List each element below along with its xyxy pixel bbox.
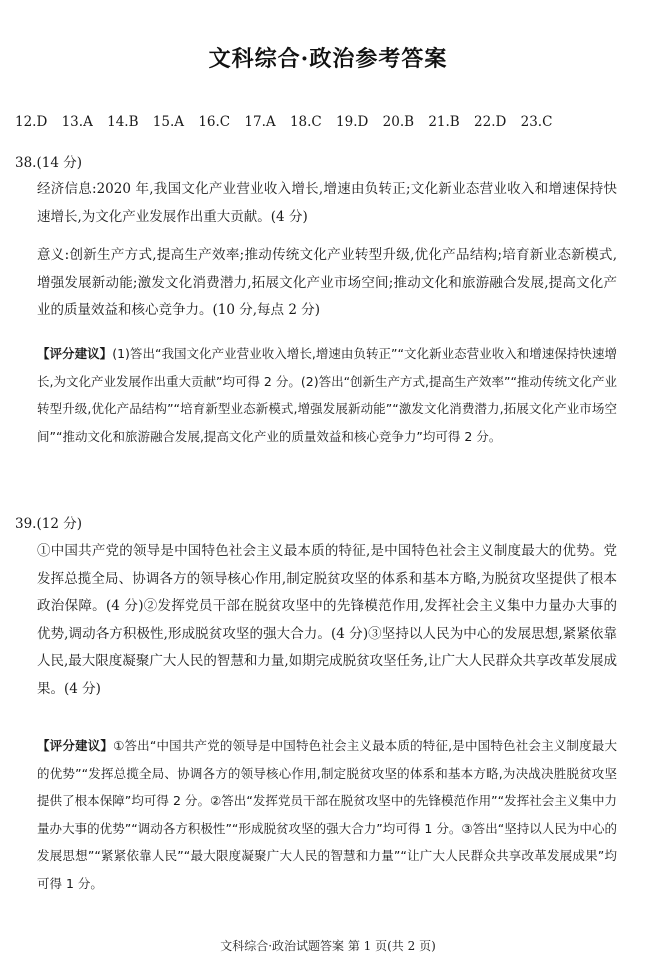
q39-heading: 39.(12 分) <box>15 516 82 532</box>
choice-answer: 23.C <box>520 114 553 130</box>
choice-answer: 22.D <box>474 114 507 130</box>
q39-answer: ①中国共产党的领导是中国特色社会主义最本质的特征,是中国特色社会主义制度最大的优势。党发挥总揽全局、协调各方的领导核心作用,制定脱贫攻坚的体系和基本方略,为脱贫攻坚提供了根本政治保障。(4 分)②发挥党员干部在脱贫攻坚中的先锋模范作用,发挥社会主义集中力量办大事的优势,调动各方积极性,形成脱贫攻坚的强大合力。(4 分)③坚持以人民为中心的发展思想,紧紧依靠人民,最大限度凝聚广大人民的智慧和力量,如期完成脱贫攻坚任务,让广大人民群众共享改革发展成果。(4 分) <box>37 543 617 697</box>
q38-scoring-note <box>37 340 617 450</box>
choice-answer: 12.D <box>15 114 48 130</box>
choice-answer: 19.D <box>336 114 369 130</box>
scoring-note-text: ①答出“中国共产党的领导是中国特色社会主义最本质的特征,是中国特色社会主义制度最大的优势”“发挥总揽全局、协调各方的领导核心作用,制定脱贫攻坚的体系和基本方略,为决战决胜脱贫攻坚提供了根本保障”均可得 2 分。②答出“发挥党员干部在脱贫攻坚中的先锋模范作用”“发挥社会主义集中力量办大事的优势”“调动各方积极性”“形成脱贫攻坚的强大合力”均可得 1 分。③答出“坚持以人民为中心的发展思想”“紧紧依靠人民”“最大限度凝聚广大人民的智慧和力量”“让广大人民群众共享改革发展成果”均可得 1 分。 <box>37 738 617 891</box>
q38-economic-info: 经济信息:2020 年,我国文化产业营业收入增长,增速由负转正;文化新业态营业收入和增速保持快速增长,为文化产业发展作出重大贡献。(4 分) <box>37 181 617 225</box>
scoring-note-text: (1)答出“我国文化产业营业收入增长,增速由负转正”“文化新业态营业收入和增速保持快速增长,为文化产业发展作出重大贡献”均可得 2 分。(2)答出“创新生产方式,提高生产效率”“推动传统文化产业转型升级,优化产品结构”“培育新型业态新模式,增强发展新动能”“激发文化消费潜力,拓展文化产业市场空间”“推动文化和旅游融合发展,提高文化产业的质量效益和核心竞争力”均可得 2 分。 <box>37 346 617 444</box>
choice-answer: 18.C <box>289 114 322 130</box>
scoring-note-label: 【评分建议】 <box>37 738 114 753</box>
choice-answer: 13.A <box>61 114 93 130</box>
choice-answer: 20.B <box>382 114 415 130</box>
page-footer: 文科综合·政治试题答案 第 1 页(共 2 页) <box>220 939 436 953</box>
scoring-note-label: 【评分建议】 <box>37 346 113 361</box>
q39-scoring-note <box>37 732 617 897</box>
q38-significance: 意义:创新生产方式,提高生产效率;推动传统文化产业转型升级,优化产品结构;培育新业态新模式,增强发展新动能;激发文化消费潜力,拓展文化产业市场空间;推动文化和旅游融合发展,提高文化产业的质量效益和核心竞争力。(10 分,每点 2 分) <box>37 247 617 318</box>
choice-answer: 14.B <box>107 114 139 130</box>
choice-answer: 16.C <box>198 114 231 130</box>
choice-answer: 21.B <box>428 114 460 130</box>
choice-answer: 15.A <box>152 114 185 130</box>
choice-answers-row <box>15 114 562 130</box>
page-title: 文科综合·政治参考答案 <box>208 46 448 72</box>
choice-answer: 17.A <box>244 114 276 130</box>
q38-heading: 38.(14 分) <box>15 155 82 171</box>
